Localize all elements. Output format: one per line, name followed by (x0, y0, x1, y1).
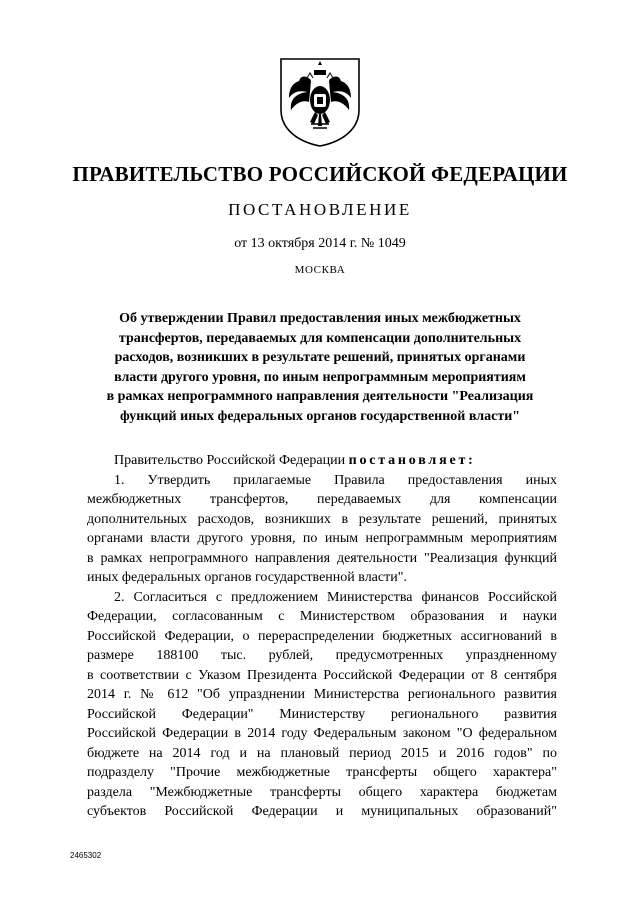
body-line: 2014 г. № 612 "Об упразднении Министерства регионального развития (87, 687, 557, 702)
resolves-word: постановляет: (348, 453, 476, 468)
title-line: расходов, возникших в результате решений, принятых органами (114, 350, 526, 365)
body-line: Российской Федерации в 2014 году Федеральным законом "О федеральном (87, 726, 557, 741)
city: МОСКВА (294, 264, 346, 276)
body-line: подразделу "Прочие межбюджетные трансферты общего характера" (87, 765, 557, 780)
title-line: в рамках непрограммного направления деятельности "Реализация (106, 389, 534, 404)
body-line: Российской Федерации, о перераспределении бюджетных ассигнований в (87, 628, 557, 644)
title-line: функций иных федеральных органов государственной власти" (119, 408, 521, 424)
title-line: власти другого уровня, по иным непрограммным мероприятиям (114, 369, 526, 385)
body-line: бюджете на 2014 год и на плановый период 2015 и 2016 годов" по (87, 745, 557, 761)
body-line: раздела "Межбюджетные трансферты общего характера бюджетам (87, 784, 557, 800)
body-line: в соответствии с Указом Президента Российской Федерации от 8 сентября (87, 667, 557, 683)
title-line: Об утверждении Правил предоставления иных межбюджетных (119, 311, 521, 326)
body-line: субъектов Российской Федерации и муниципальных образований" (87, 804, 557, 819)
government-title: ПРАВИТЕЛЬСТВО РОССИЙСКОЙ ФЕДЕРАЦИИ (72, 162, 568, 186)
body-line: иных федеральных органов государственной власти". (87, 570, 407, 585)
body-line: размере 188100 тыс. рублей, предусмотренных упраздненному (87, 648, 557, 663)
body-line: Федерации, согласованным с Министерством образования и науки (87, 609, 557, 624)
body-line: 1. Утвердить прилагаемые Правила предоставления иных (114, 472, 557, 488)
document-title (80, 309, 560, 426)
coat-of-arms-icon (277, 56, 363, 148)
intro-line (87, 451, 557, 471)
body-text (87, 451, 557, 822)
intro-text: Правительство Российской Федерации (114, 453, 346, 468)
document-type: ПОСТАНОВЛЕНИЕ (228, 200, 412, 219)
body-line: дополнительных расходов, возникших в результате решений, принятых (87, 511, 557, 527)
title-line: трансфертов, передаваемых для компенсации дополнительных (118, 330, 522, 346)
body-line: Российской Федерации" Министерству регионального развития (87, 706, 557, 722)
date-number: от 13 октября 2014 г. № 1049 (234, 236, 406, 251)
body-line: органами власти другого уровня, по иным непрограммным мероприятиям (87, 531, 557, 546)
footer-code: 2465302 (70, 851, 102, 860)
body-line: межбюджетных трансфертов, передаваемых для компенсации (87, 492, 557, 507)
body-line: 2. Согласиться с предложением Министерства финансов Российской (114, 589, 557, 605)
body-line: в рамках непрограммного направления деятельности "Реализация функций (87, 550, 557, 566)
